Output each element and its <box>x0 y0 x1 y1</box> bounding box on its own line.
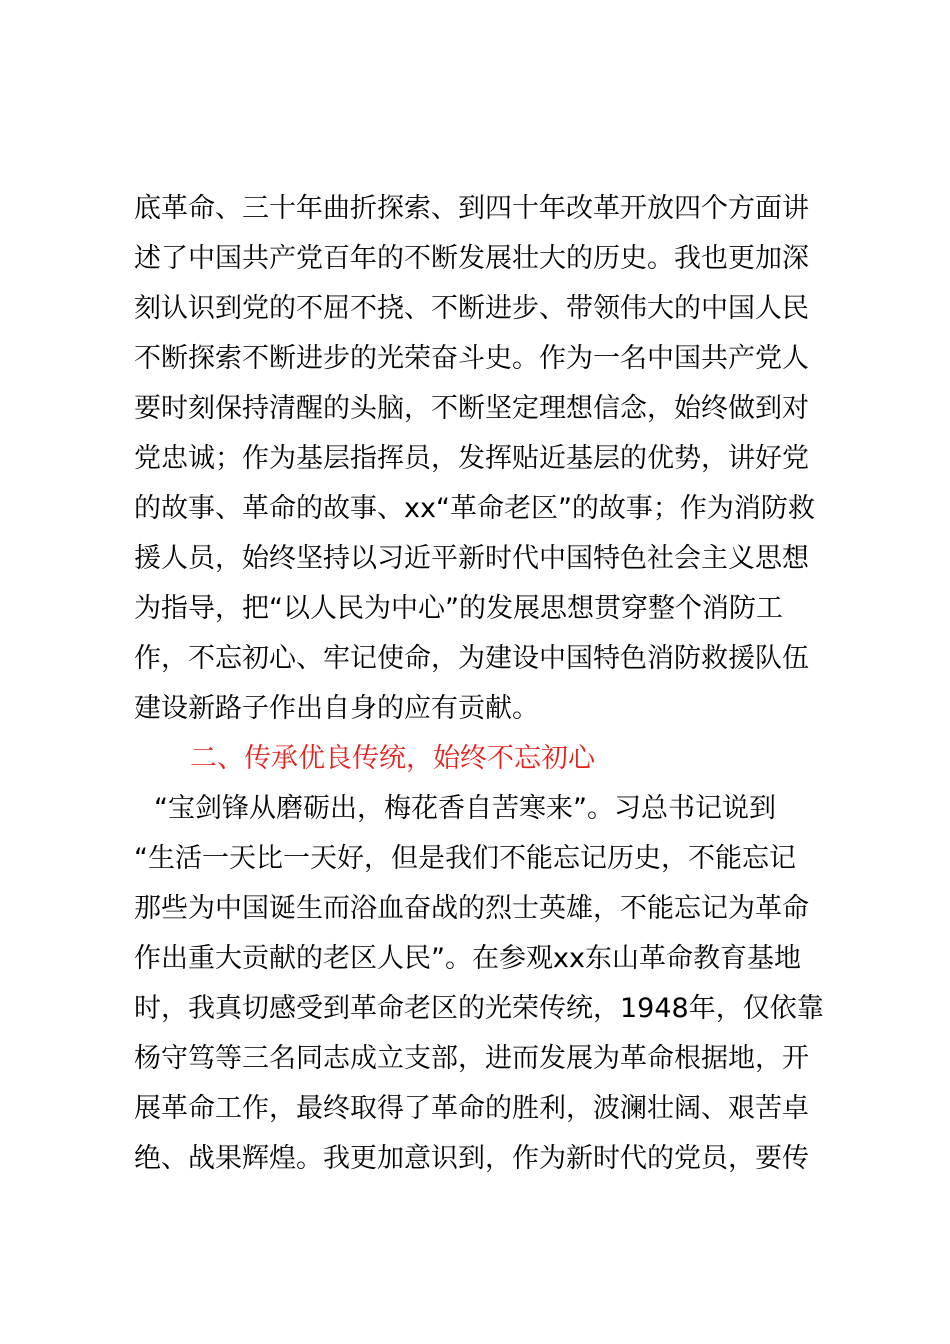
paragraph-line: 时，我真切感受到革命老区的光荣传统，1948年，仅依靠 <box>134 993 824 1024</box>
paragraph-line: 要时刻保持清醒的头脑，不断坚定理想信念，始终做到对 <box>134 393 809 424</box>
paragraph-line: 不断探索不断进步的光荣奋斗史。作为一名中国共产党人 <box>134 343 809 374</box>
paragraph-line: 党忠诚；作为基层指挥员，发挥贴近基层的优势，讲好党 <box>134 443 809 474</box>
document-body <box>134 184 874 1184</box>
paragraph-line: 建设新路子作出自身的应有贡献。 <box>134 693 539 724</box>
paragraph-line: “生活一天比一天好，但是我们不能忘记历史，不能忘记 <box>134 843 796 874</box>
paragraph-line: 为指导，把“以人民为中心”的发展思想贯穿整个消防工 <box>134 593 783 624</box>
paragraph-line: 底革命、三十年曲折探索、到四十年改革开放四个方面讲 <box>134 193 809 224</box>
paragraph-line: 援人员，始终坚持以习近平新时代中国特色社会主义思想 <box>134 543 809 574</box>
paragraph-line: 作出重大贡献的老区人民”。在参观xx东山革命教育基地 <box>134 943 801 974</box>
section-heading: 二、传承优良传统，始终不忘初心 <box>190 743 595 774</box>
paragraph-line: “宝剑锋从磨砺出，梅花香自苦寒来”。习总书记说到 <box>154 793 776 824</box>
paragraph-line: 刻认识到党的不屈不挠、不断进步、带领伟大的中国人民 <box>134 293 809 324</box>
paragraph-line: 杨守笃等三名同志成立支部，进而发展为革命根据地，开 <box>134 1043 809 1074</box>
paragraph-line: 绝、战果辉煌。我更加意识到，作为新时代的党员，要传 <box>134 1143 809 1174</box>
paragraph-line: 的故事、革命的故事、xx“革命老区”的故事；作为消防救 <box>134 493 815 524</box>
paragraph-line: 述了中国共产党百年的不断发展壮大的历史。我也更加深 <box>134 243 809 274</box>
paragraph-line: 那些为中国诞生而浴血奋战的烈士英雄，不能忘记为革命 <box>134 893 809 924</box>
paragraph-line: 作，不忘初心、牢记使命，为建设中国特色消防救援队伍 <box>134 643 809 674</box>
paragraph-line: 展革命工作，最终取得了革命的胜利，波澜壮阔、艰苦卓 <box>134 1093 809 1124</box>
